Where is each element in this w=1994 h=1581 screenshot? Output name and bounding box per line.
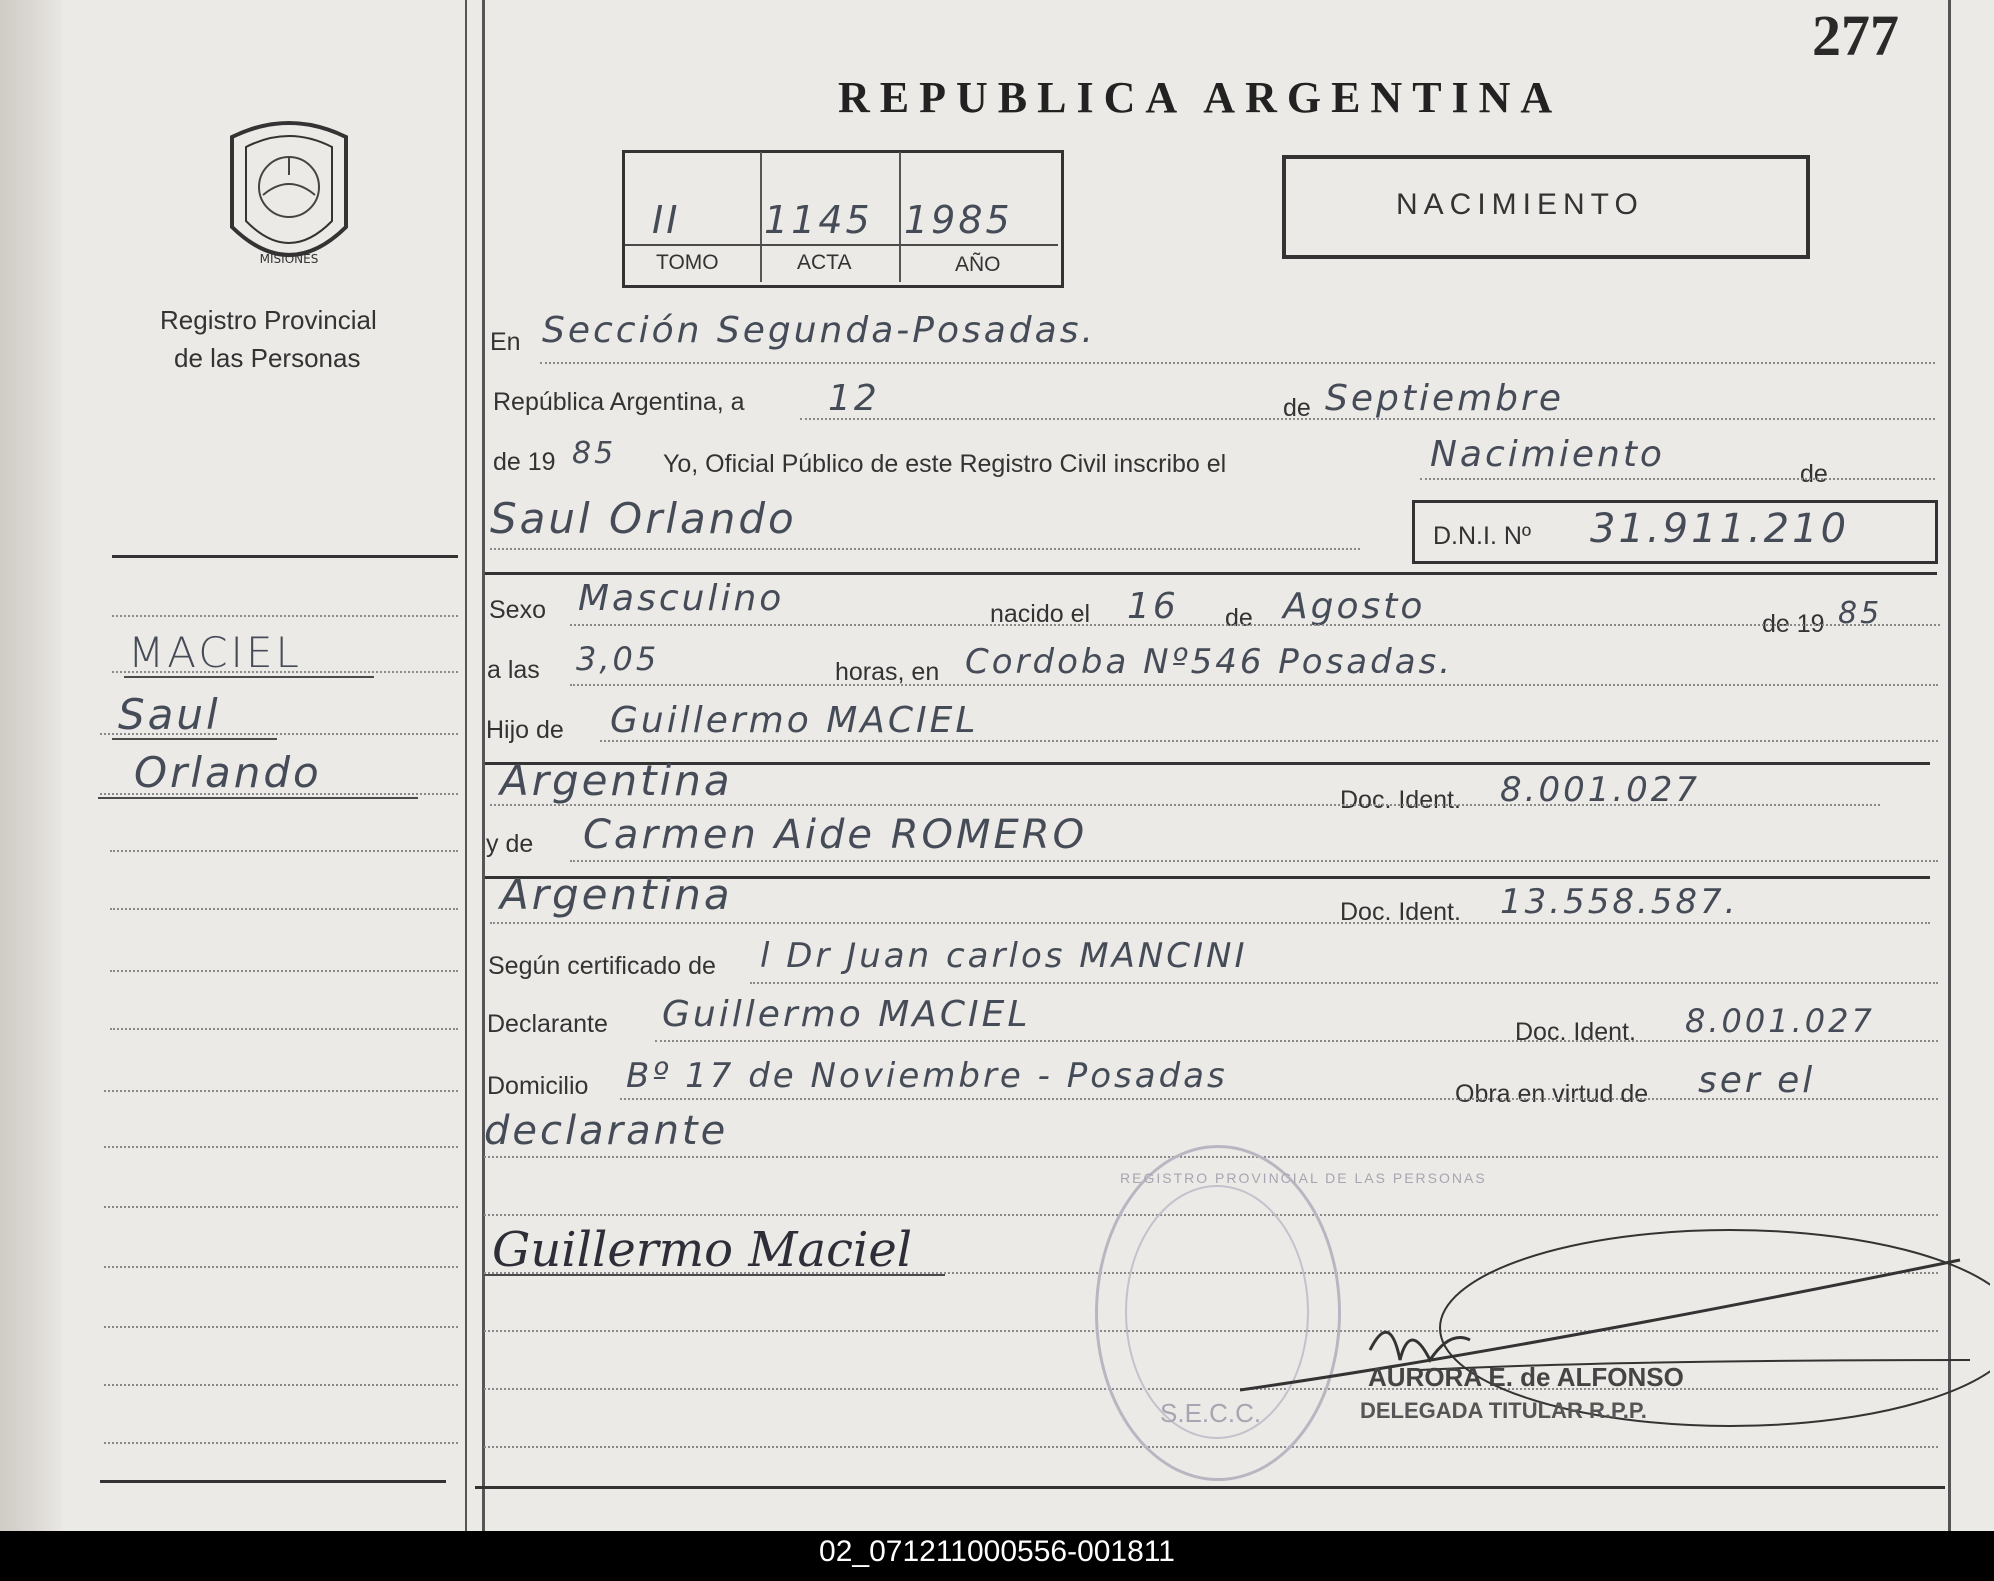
dni-value: 31.911.210 <box>1590 506 1850 552</box>
form-line <box>750 982 1938 984</box>
doc-ident-label-2: Doc. Ident. <box>1340 898 1461 926</box>
form-line <box>620 1098 1938 1100</box>
declarante-doc-value: 8.001.027 <box>1685 1002 1875 1040</box>
margin-dotted-line <box>104 1326 458 1328</box>
form-line <box>1420 478 1935 480</box>
margin-underline <box>112 738 277 740</box>
margin-dotted-line <box>110 970 458 972</box>
padre-doc-value: 8.001.027 <box>1500 770 1701 810</box>
de-label-2: de <box>1800 460 1828 488</box>
stamp-text: REGISTRO PROVINCIAL DE LAS PERSONAS <box>1120 1170 1487 1186</box>
form-bottom-rule <box>475 1486 1945 1489</box>
form-line <box>600 740 1938 742</box>
document-id: 02_071211000556-001811 <box>819 1535 1175 1568</box>
acto-value: Nacimiento <box>1430 434 1665 475</box>
month-value: Septiembre <box>1325 378 1564 419</box>
madre-nac-value: Argentina <box>500 870 733 919</box>
record-type: NACIMIENTO <box>1396 188 1644 221</box>
margin-rule <box>100 1480 446 1483</box>
anio-value: 1985 <box>904 198 1013 242</box>
hijo-label: Hijo de <box>486 716 564 744</box>
form-line <box>655 1040 1938 1042</box>
margin-dotted-line <box>104 1090 458 1092</box>
margin-dotted-line <box>112 615 458 617</box>
nombre-value: Saul Orlando <box>490 494 797 543</box>
margin-underline <box>98 797 418 799</box>
margin-rule <box>112 555 458 558</box>
madre-doc-value: 13.558.587. <box>1500 882 1739 922</box>
nac-month-value: Agosto <box>1283 586 1426 627</box>
declarante-signature: Guillermo Maciel <box>492 1222 913 1278</box>
padre-value: Guillermo MACIEL <box>610 700 979 741</box>
en-label: En <box>490 328 521 356</box>
margin-surname: MACIEL <box>128 628 302 677</box>
registry-line2: de las Personas <box>174 343 361 373</box>
margin-second-name: Orlando <box>134 748 322 797</box>
margin-dotted-line <box>104 1146 458 1148</box>
registry-line1: Registro Provincial <box>160 305 377 335</box>
form-line <box>490 922 1930 924</box>
obra-label: Obra en virtud de <box>1455 1080 1649 1108</box>
book-binding <box>0 0 62 1531</box>
form-section-rule <box>485 572 1937 575</box>
tomo-label: TOMO <box>656 251 719 274</box>
page-number: 277 <box>1812 3 1899 68</box>
certificado-value: l Dr Juan carlos MANCINI <box>760 936 1248 976</box>
svg-text:MISIONES: MISIONES <box>259 252 319 266</box>
declarante-value: Guillermo MACIEL <box>662 994 1031 1035</box>
stamp-bottom-text: S.E.C.C. <box>1160 1398 1262 1428</box>
sexo-value: Masculino <box>578 578 785 619</box>
de-label-3: de <box>1225 604 1253 632</box>
form-line <box>570 684 1938 686</box>
doc-ident-label: Doc. Ident. <box>1340 786 1461 814</box>
declarante-label: Declarante <box>487 1010 608 1038</box>
record-box-divider <box>760 152 762 282</box>
page-title: REPUBLICA ARGENTINA <box>838 73 1563 122</box>
alas-label: a las <box>487 656 540 684</box>
de-label: de <box>1283 394 1311 422</box>
year-suffix: 85 <box>572 436 617 471</box>
signature-line <box>485 1274 945 1276</box>
padre-nac-value: Argentina <box>500 756 733 805</box>
margin-dotted-line <box>104 1206 458 1208</box>
domicilio-label: Domicilio <box>487 1072 589 1100</box>
day-value: 12 <box>828 378 880 419</box>
margin-dotted-line <box>104 1442 458 1444</box>
margin-dotted-line <box>110 1028 458 1030</box>
record-box-divider <box>899 152 901 282</box>
sexo-label: Sexo <box>489 596 546 624</box>
acta-value: 1145 <box>764 198 873 242</box>
domicilio-value: Bº 17 de Noviembre - Posadas <box>626 1056 1228 1096</box>
horas-label: horas, en <box>835 658 940 686</box>
margin-dotted-line <box>110 850 458 852</box>
seccion-value: Sección Segunda-Posadas. <box>542 310 1096 351</box>
dni-label: D.N.I. Nº <box>1433 522 1532 550</box>
nac-year-value: 85 <box>1838 596 1883 631</box>
acta-label: ACTA <box>797 251 852 274</box>
madre-value: Carmen Aide ROMERO <box>583 812 1088 858</box>
margin-first-name: Saul <box>118 690 221 739</box>
form-line <box>570 624 1940 626</box>
anio-label: AÑO <box>955 253 1001 276</box>
provincial-seal-icon <box>218 115 360 275</box>
margin-underline <box>124 676 374 678</box>
republica-label: República Argentina, a <box>493 388 745 416</box>
column-divider-inner <box>465 0 467 1531</box>
margin-dotted-line <box>104 1384 458 1386</box>
de19-label: de 19 <box>493 448 556 476</box>
tomo-value: II <box>652 198 681 242</box>
nacido-label: nacido el <box>990 600 1091 628</box>
yde-label: y de <box>486 830 534 858</box>
obra-value-continued: declarante <box>484 1108 729 1154</box>
segun-label: Según certificado de <box>488 952 716 980</box>
record-box-rule <box>625 244 1058 246</box>
lugar-value: Cordoba Nº546 Posadas. <box>965 642 1454 682</box>
official-title: DELEGADA TITULAR R.P.P. <box>1360 1398 1647 1423</box>
nac-day-value: 16 <box>1127 586 1179 627</box>
hora-value: 3,05 <box>576 640 660 678</box>
form-line <box>540 362 1935 364</box>
form-line <box>490 804 1880 806</box>
form-line <box>800 418 1935 420</box>
margin-dotted-line <box>110 908 458 910</box>
doc-ident-label-3: Doc. Ident. <box>1515 1018 1636 1046</box>
official-name: AURORA E. de ALFONSO <box>1368 1362 1684 1392</box>
form-line <box>570 860 1938 862</box>
obra-value: ser el <box>1698 1060 1816 1101</box>
column-divider <box>482 0 485 1531</box>
de19-label-2: de 19 <box>1762 610 1825 638</box>
margin-dotted-line <box>104 1266 458 1268</box>
form-line <box>490 548 1360 550</box>
yo-text: Yo, Oficial Público de este Registro Civil inscribo el <box>663 450 1227 478</box>
